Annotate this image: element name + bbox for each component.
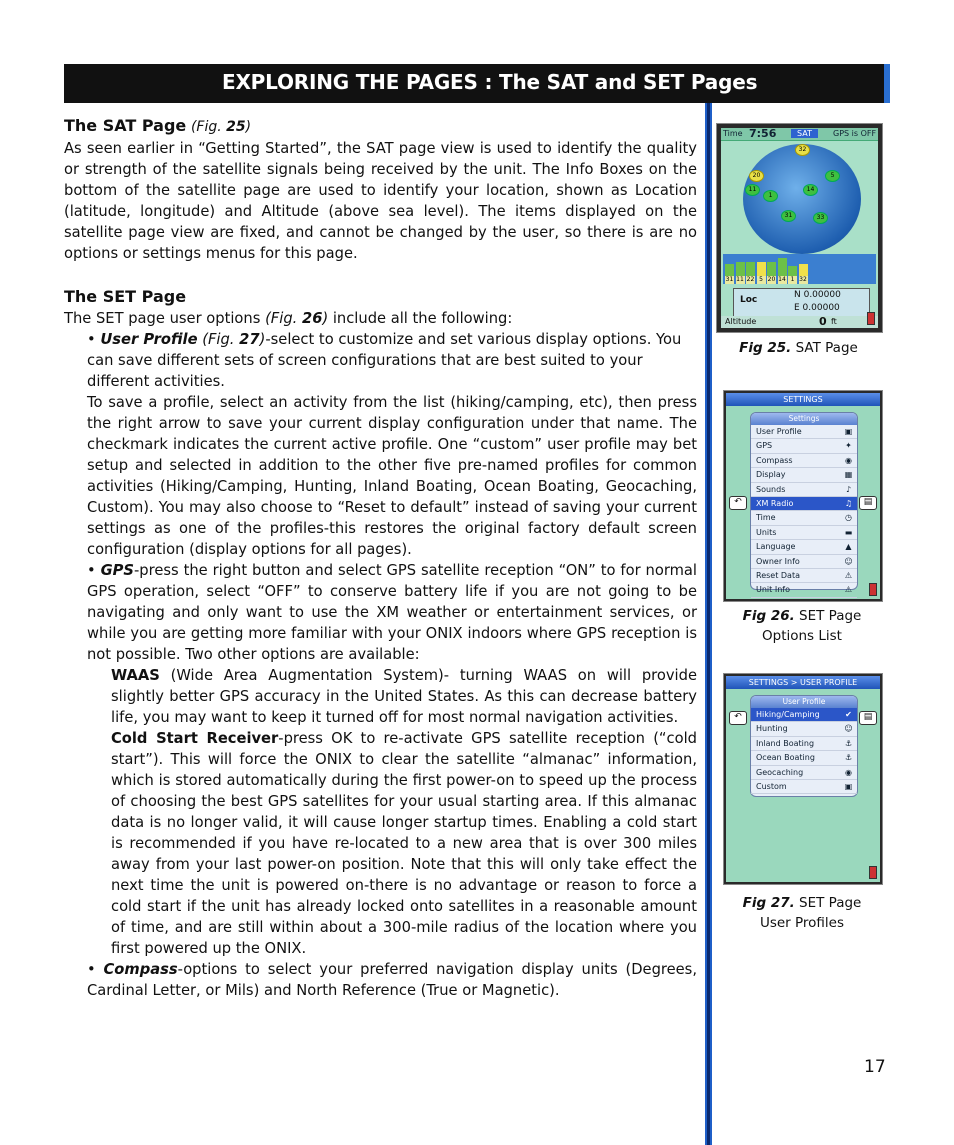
- gps-paragraph: [64, 560, 697, 665]
- user-profile-item-label: Inland Boating: [756, 738, 815, 748]
- signal-bar-label: 22: [746, 276, 755, 283]
- signal-bar-label: 14: [778, 276, 786, 283]
- tab-sat[interactable]: SAT: [791, 129, 818, 138]
- settings-menu-item[interactable]: [751, 555, 857, 569]
- settings-menu-item[interactable]: [751, 540, 857, 554]
- signal-strength-bars: [723, 254, 876, 284]
- time-label: Time: [723, 129, 743, 138]
- satellite-marker: 20: [749, 170, 764, 182]
- page-number: 17: [864, 1057, 886, 1077]
- cold-start-paragraph: [64, 728, 697, 959]
- gps-label: GPS: [100, 562, 134, 579]
- battery-icon: [867, 312, 875, 325]
- settings-menu-item-icon: ▲: [845, 542, 852, 552]
- header-accent: [884, 64, 890, 103]
- fig-suffix: ): [322, 310, 329, 327]
- satellite-marker: 31: [781, 210, 796, 222]
- signal-bar-label: 31: [725, 276, 734, 283]
- fig25-caption-text: SAT Page: [791, 340, 858, 356]
- fig25-caption-num: Fig 25.: [739, 340, 792, 356]
- settings-menu-item-icon: ▣: [844, 427, 853, 436]
- compass-text: -options to select your preferred navigation display units (Degrees, Cardinal Letter, or Mils) and North Reference (True or Magnetic).: [87, 961, 697, 999]
- fig26-caption-num: Fig 26.: [742, 608, 795, 624]
- bullet: •: [87, 331, 101, 348]
- set-intro-a: The SET page user options: [64, 310, 266, 327]
- save-icon[interactable]: ▤: [859, 711, 877, 725]
- fig26-screenshot: [723, 390, 883, 602]
- settings-menu-item-label: Display: [756, 470, 786, 480]
- settings-menu-item[interactable]: [751, 569, 857, 583]
- fig26-caption-text: SET Page: [794, 608, 862, 624]
- satellite-marker: 14: [803, 184, 818, 196]
- fig27-caption: [723, 893, 881, 933]
- cold-start-label: Cold Start Receiver: [111, 730, 279, 747]
- satellite-marker: 1: [763, 190, 778, 202]
- settings-menu-item[interactable]: [751, 468, 857, 482]
- save-icon[interactable]: ▤: [859, 496, 877, 510]
- settings-menu-item-icon: ✦: [845, 441, 852, 451]
- fig-suffix: ): [259, 331, 266, 348]
- fig-prefix: (Fig.: [190, 119, 227, 135]
- signal-bar: [767, 262, 776, 276]
- signal-bar: [757, 262, 766, 276]
- user-profile-item-icon: ▣: [844, 781, 853, 791]
- user-profile-item-label: Ocean Boating: [756, 753, 815, 763]
- compass-paragraph: [64, 959, 697, 1001]
- settings-menu-item[interactable]: [751, 526, 857, 540]
- fig-prefix: (Fig.: [265, 310, 302, 327]
- sat-body: As seen earlier in “Getting Started”, the SAT page view is used to identify the quality or strength of the satellite signals being received by the unit. The Info Boxes on the bottom of the satellite page are used to identify your location, shown as Location (latitude, longitude) and Altitude (above sea level). The items displayed on the satellite page view are fixed, and cannot be changed by the user, so there is are no options or settings menus for this page.: [64, 140, 697, 262]
- settings-menu-item-label: XM Radio: [756, 498, 794, 508]
- user-profile-item-label: Geocaching: [756, 767, 804, 777]
- fig27-caption-num: Fig 27.: [742, 895, 795, 911]
- signal-bar-label: 32: [799, 276, 807, 283]
- signal-bar: [736, 262, 745, 276]
- settings-menu-item-label: User Profile: [756, 427, 802, 436]
- satellite-marker: 11: [745, 184, 760, 196]
- user-profile-item-icon: ⚓: [844, 738, 853, 748]
- settings-menu-item[interactable]: [751, 454, 857, 468]
- settings-menu-item-icon: ▬: [844, 527, 853, 537]
- longitude: E 0.00000: [794, 303, 840, 313]
- settings-menu-item[interactable]: [751, 511, 857, 525]
- section-title: EXPLORING THE PAGES : The SAT and SET Pages: [222, 70, 758, 94]
- fig-prefix: (Fig.: [197, 331, 240, 348]
- user-profile-paragraph: [64, 329, 697, 392]
- user-profile-paragraph-2: To save a profile, select an activity from the list (hiking/camping, etc), then press the right arrow to save your current display configuration under that name. The checkmark indicates the current active profile. One “custom” user profile may bet setup and selected in addition to the other five pre-named profiles for common activities (Hiking/Camping, Hunting, Inland Boating, Ocean Boating, Geocaching, Custom). You may also choose to “Reset to default” instead of saving your current settings as one of the profiles-this restores the original factory default screen configuration (display options for all pages).: [87, 394, 697, 558]
- settings-list-panel: [750, 412, 858, 595]
- user-profile-screen: [726, 676, 880, 882]
- set-intro-b: include all the following:: [328, 310, 513, 327]
- sat-screen: [721, 128, 878, 328]
- settings-menu-item-icon: ◉: [845, 455, 852, 465]
- fig25-screenshot: [716, 123, 883, 333]
- battery-icon: [869, 583, 877, 596]
- user-profile-item[interactable]: [751, 751, 857, 765]
- loc-label: Loc: [740, 295, 758, 305]
- fig27-screenshot: [723, 673, 883, 885]
- compass-label: Compass: [103, 961, 178, 978]
- settings-menu-item[interactable]: [751, 425, 857, 439]
- fig-num: 26: [301, 310, 323, 327]
- set-intro: [64, 308, 697, 329]
- settings-menu-item-icon: ▦: [844, 470, 853, 480]
- sat-fig-ref: [191, 119, 251, 135]
- settings-menu-item-icon: ☺: [844, 556, 853, 566]
- user-profile-fig: [198, 331, 266, 348]
- panel-title: Settings: [751, 413, 857, 425]
- signal-bar: [746, 262, 755, 276]
- altitude-label: Altitude: [725, 317, 757, 326]
- waas-text: (Wide Area Augmentation System)- turning WAAS on will provide slightly better GPS accuracy in the United States. As this can decrease battery life, you may want to keep it turned off for most normal navigation activities.: [111, 667, 697, 726]
- user-profile-item-icon: ⚓: [844, 753, 853, 763]
- satellite-marker: 33: [813, 212, 828, 224]
- settings-menu-item-label: Time: [756, 513, 776, 523]
- settings-menu-item-label: Owner Info: [756, 556, 800, 566]
- user-profile-item-label: Custom: [756, 781, 787, 791]
- time-value: 7:56: [749, 128, 777, 140]
- settings-menu-item-label: Sounds: [756, 484, 786, 494]
- settings-menu-item-label: Language: [756, 542, 796, 552]
- satellite-marker: 5: [825, 170, 840, 182]
- settings-menu-item-icon: ⚠: [844, 570, 853, 580]
- user-profile-panel: [750, 695, 858, 797]
- bullet: •: [87, 961, 104, 978]
- user-profile-item-icon: ◉: [845, 767, 852, 777]
- sat-heading: The SAT Page: [64, 116, 187, 135]
- sat-status-bar: [721, 128, 878, 141]
- altitude-unit: ft: [831, 317, 837, 326]
- user-profile-item[interactable]: [751, 708, 857, 722]
- settings-menu-item-label: Reset Data: [756, 570, 800, 580]
- signal-bar-label: 5: [757, 276, 766, 284]
- waas-label: WAAS: [111, 667, 160, 684]
- gps-status: GPS is OFF: [833, 129, 877, 138]
- settings-menu-item-icon: ♪: [845, 484, 852, 494]
- user-profile-screen-title: SETTINGS > USER PROFILE: [726, 676, 880, 689]
- fig-suffix: ): [245, 119, 252, 135]
- user-profile-item[interactable]: [751, 722, 857, 736]
- signal-bar-label: 11: [736, 276, 744, 283]
- altitude-box: [721, 316, 878, 328]
- signal-bar: [725, 264, 734, 276]
- settings-menu-item[interactable]: [751, 439, 857, 453]
- satellite-marker: 32: [795, 144, 810, 156]
- settings-menu-item-label: GPS: [756, 441, 773, 451]
- section-header-bar: [64, 64, 890, 103]
- user-profile-item[interactable]: [751, 766, 857, 780]
- altitude-value: 0: [819, 315, 827, 328]
- user-profile-text: -select to customize and set various display options. You can save different sets of screen configurations that are best suited to your different activities.: [87, 331, 682, 390]
- sky-plot: [743, 144, 861, 254]
- settings-menu-item-label: Units: [756, 527, 777, 537]
- signal-bar: [778, 258, 787, 276]
- fig25-caption: [716, 338, 881, 358]
- settings-menu-item[interactable]: [751, 497, 857, 511]
- set-screen: [726, 393, 880, 599]
- user-profile-item-icon: ☺: [844, 724, 853, 734]
- settings-menu-item-label: Unit Info: [756, 585, 790, 595]
- waas-paragraph: [64, 665, 697, 728]
- user-profile-item-label: Hunting: [756, 724, 788, 734]
- set-heading-line: [64, 286, 697, 308]
- user-profile-item[interactable]: [751, 737, 857, 751]
- cold-start-text: -press OK to re-activate GPS satellite reception (“cold start”). This will force the ONIX to clear the satellite “almanac” information, which is stored automatically during the first power-on to speed up the process of choosing the best GPS satellites for your usual starting area. If this almanac data is no longer valid, it will cause longer startup times. Enabling a cold start is recommended if you have re-located to a new area that is over 300 miles away from your last power-on position. Note that this will only take effect the next time the unit is powered on-there is no advantage or reason to force a cold start if the unit has already locked onto satellites in a reasonable amount of time, and are still within about a 300-mile radius of the location where you first powered up the ONIX.: [111, 730, 697, 957]
- signal-bar-label: 1: [788, 276, 797, 284]
- settings-menu-item[interactable]: [751, 483, 857, 497]
- fig27-caption-line2: User Profiles: [759, 915, 845, 931]
- settings-menu-item[interactable]: [751, 583, 857, 597]
- settings-menu-item-icon: ♫: [844, 498, 853, 508]
- set-intro-fig: [265, 310, 328, 327]
- fig26-caption-line2: Options List: [762, 628, 842, 644]
- user-profile-item[interactable]: [751, 780, 857, 794]
- user-profile-item-label: Hiking/Camping: [756, 710, 820, 719]
- latitude: N 0.00000: [794, 290, 841, 300]
- set-screen-title: SETTINGS: [726, 393, 880, 406]
- signal-bar-label: 20: [767, 276, 776, 283]
- column-divider: [705, 103, 712, 1145]
- fig-num: 27: [239, 331, 260, 348]
- gps-text: -press the right button and select GPS satellite reception “ON” to for normal GPS operation, select “OFF” to conserve battery life if you are not going to be navigating and only want to use the XM weather or entertainment services, or while you are getting more familiar with your ONIX indoors where GPS reception is not possible. Two other options are available:: [87, 562, 698, 663]
- fig27-caption-text: SET Page: [794, 895, 862, 911]
- text-column: [64, 115, 697, 1001]
- settings-menu-item-icon: ◷: [845, 513, 852, 523]
- bullet: •: [87, 562, 101, 579]
- set-heading: The SET Page: [64, 287, 187, 306]
- panel-title: User Profile: [751, 696, 857, 708]
- sat-heading-line: [64, 115, 697, 138]
- battery-icon: [869, 866, 877, 879]
- signal-bar: [799, 264, 808, 276]
- settings-menu-item-label: Compass: [756, 455, 793, 465]
- back-arrow-icon[interactable]: ↶: [729, 711, 747, 725]
- back-arrow-icon[interactable]: ↶: [729, 496, 747, 510]
- user-profile-label: User Profile: [100, 331, 198, 348]
- fig-num: 25: [226, 119, 246, 135]
- fig26-caption: [723, 606, 881, 646]
- settings-menu-item-icon: ⚠: [844, 585, 853, 595]
- user-profile-item-icon: ✔: [845, 710, 852, 719]
- signal-bar: [788, 266, 797, 276]
